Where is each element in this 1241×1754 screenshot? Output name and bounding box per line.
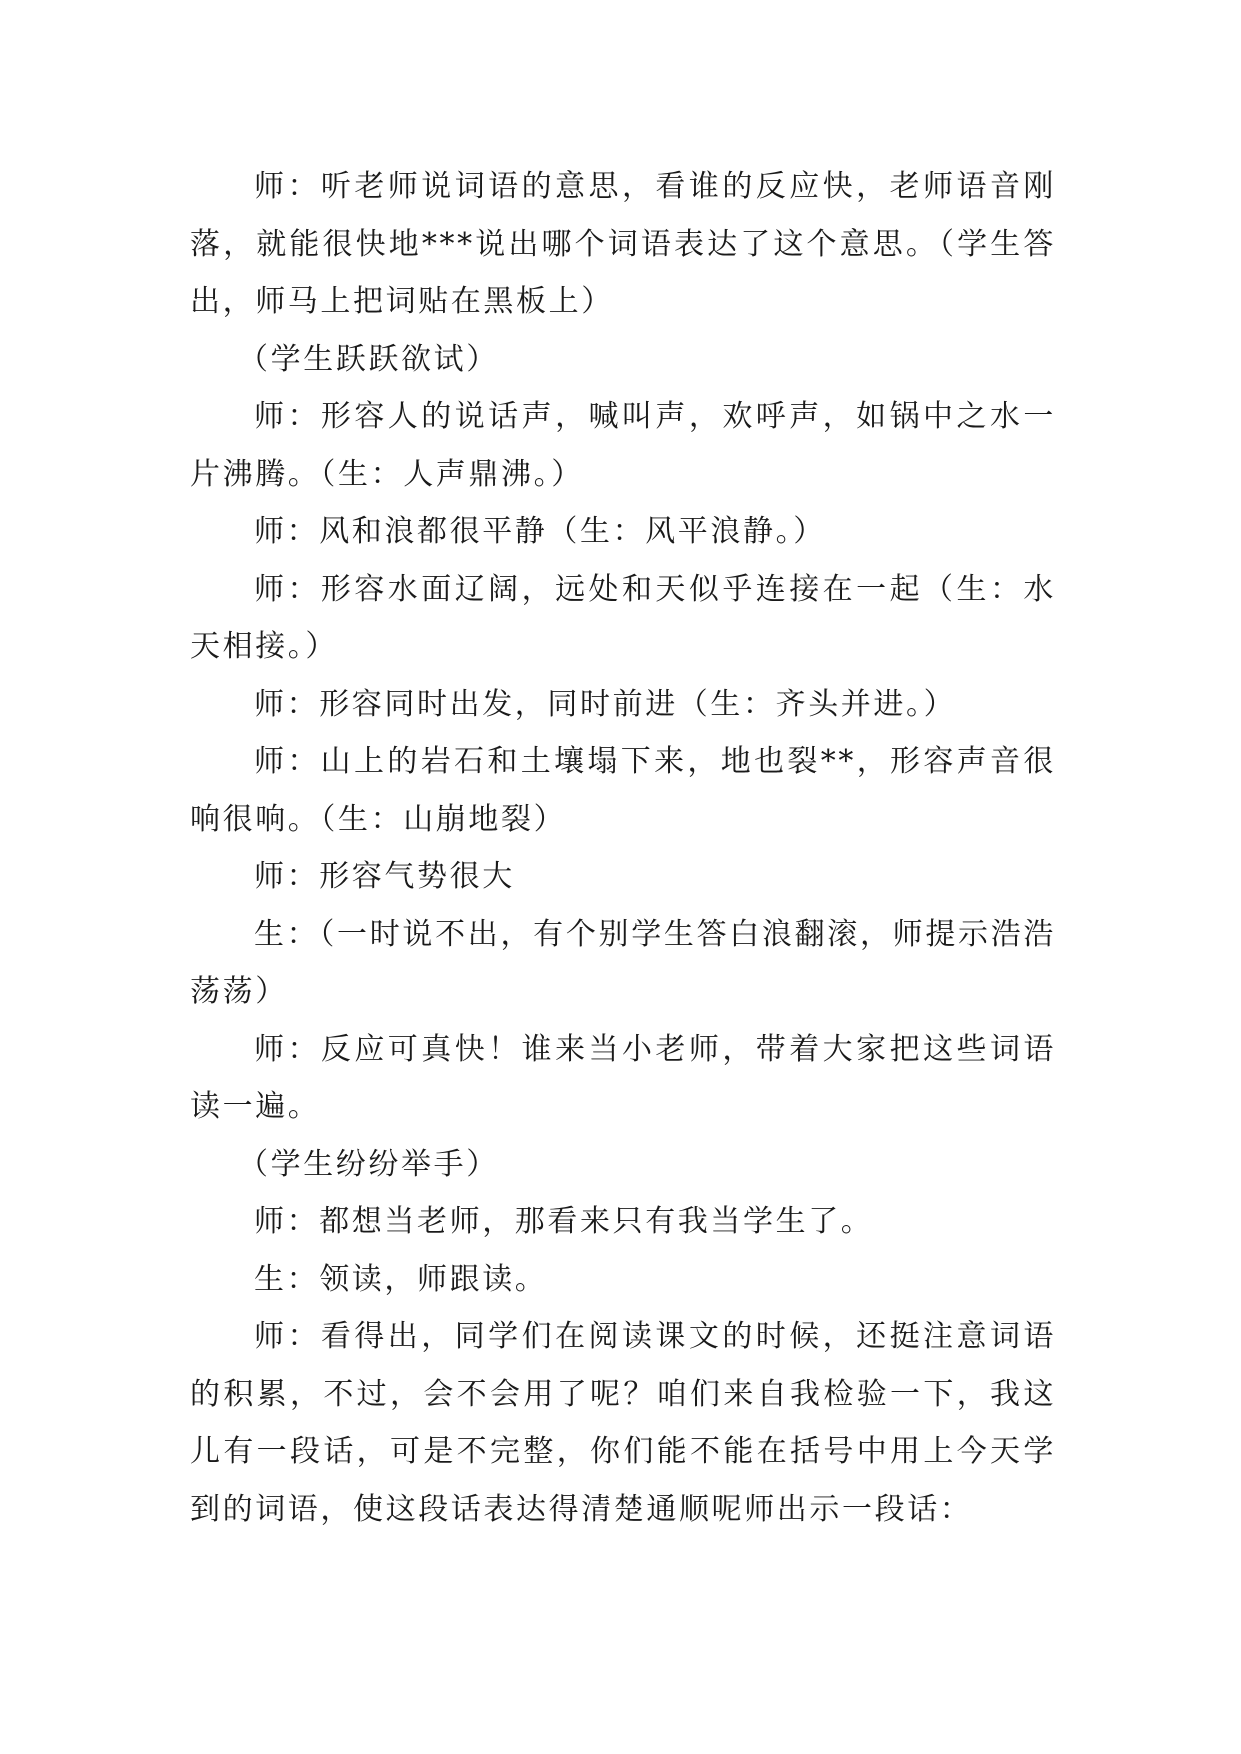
paragraph: 师：形容同时出发，同时前进（生：齐头并进。）: [254, 686, 957, 722]
paragraph: 师：形容水面辽阔，远处和天似乎连接在一起（生：水天相接。）: [190, 571, 1056, 664]
paragraph-stage-direction: （学生纷纷举手）: [238, 1146, 499, 1182]
paragraph: 师：看得出，同学们在阅读课文的时候，还挺注意词语的积累，不过，会不会用了呢？咱们来自我检验一下，我这儿有一段话，可是不完整，你们能不能在括号中用上今天学到的词语，使这段话表达得清楚通顺呢师出示一段话：: [190, 1319, 1056, 1527]
paragraph: 生：领读，师跟读。: [254, 1261, 548, 1297]
document-body: [190, 158, 1056, 1538]
paragraph: 师：形容人的说话声，喊叫声，欢呼声，如锅中之水一片沸腾。（生：人声鼎沸。）: [190, 399, 1056, 492]
paragraph: 师：形容气势很大: [254, 859, 515, 894]
paragraph: 生：（一时说不出，有个别学生答白浪翻滚，师提示浩浩荡荡）: [190, 916, 1056, 1009]
paragraph: 师：听老师说词语的意思，看谁的反应快，老师语音刚落，就能很快地***说出哪个词语表达了这个意思。（学生答出，师马上把词贴在黑板上）: [190, 169, 1056, 319]
paragraph: 师：山上的岩石和土壤塌下来，地也裂**，形容声音很响很响。（生：山崩地裂）: [190, 744, 1056, 837]
paragraph: 师：都想当老师，那看来只有我当学生了。: [254, 1204, 874, 1239]
paragraph-stage-direction: （学生跃跃欲试）: [238, 341, 499, 377]
paragraph: 师：反应可真快！谁来当小老师，带着大家把这些词语读一遍。: [190, 1031, 1056, 1124]
paragraph: 师：风和浪都很平静（生：风平浪静。）: [254, 514, 826, 549]
